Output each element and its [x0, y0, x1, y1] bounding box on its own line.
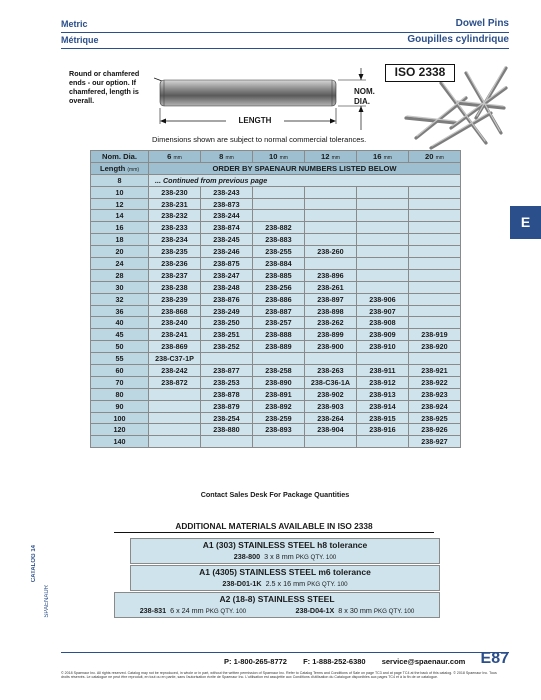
- part-number-cell: 238-239: [149, 293, 201, 305]
- part-number-cell: 238-232: [149, 210, 201, 222]
- length-cell: 70: [91, 376, 149, 388]
- length-cell: 10: [91, 186, 149, 198]
- part-number-cell: 238-874: [201, 222, 253, 234]
- part-number-cell: 238-910: [357, 341, 409, 353]
- part-number-cell: 238-909: [357, 329, 409, 341]
- table-row: [91, 329, 461, 341]
- part-number-cell: [409, 317, 461, 329]
- part-number-cell: 238-907: [357, 305, 409, 317]
- part-number-cell: 238-899: [305, 329, 357, 341]
- part-number-cell: 238-868: [149, 305, 201, 317]
- part-number-cell: [357, 210, 409, 222]
- part-number-cell: [357, 353, 409, 365]
- part-number-cell: [357, 234, 409, 246]
- part-number-cell: [409, 281, 461, 293]
- part-number-cell: [409, 293, 461, 305]
- table-row: [91, 317, 461, 329]
- table-row: [91, 269, 461, 281]
- part-number-cell: 238-231: [149, 198, 201, 210]
- part-number-cell: [305, 436, 357, 448]
- table-row: [91, 293, 461, 305]
- part-number-cell: 238-244: [201, 210, 253, 222]
- part-number-cell: 238-246: [201, 246, 253, 258]
- length-cell: 32: [91, 293, 149, 305]
- part-number-cell: 238-888: [253, 329, 305, 341]
- part-number-cell: [149, 400, 201, 412]
- part-number-cell: [357, 281, 409, 293]
- length-cell: 120: [91, 424, 149, 436]
- part-number-cell: 238-915: [357, 412, 409, 424]
- part-number-cell: 238-911: [357, 365, 409, 377]
- table-row: [91, 234, 461, 246]
- part-number-cell: 238-252: [201, 341, 253, 353]
- iso-standard-badge: ISO 2338: [385, 64, 455, 82]
- part-number-cell: [305, 234, 357, 246]
- part-number-cell: 238-925: [409, 412, 461, 424]
- length-cell: 55: [91, 353, 149, 365]
- length-cell: 30: [91, 281, 149, 293]
- part-number-cell: [305, 198, 357, 210]
- table-row: [91, 198, 461, 210]
- part-number-cell: 238-251: [201, 329, 253, 341]
- part-number-cell: 238-237: [149, 269, 201, 281]
- part-number-cell: 238-235: [149, 246, 201, 258]
- diameter-header: 20 mm: [409, 151, 461, 163]
- part-number-cell: 238-919: [409, 329, 461, 341]
- part-number-cell: [305, 353, 357, 365]
- length-cell: 24: [91, 258, 149, 270]
- part-number-cell: [305, 222, 357, 234]
- part-number-cell: 238-248: [201, 281, 253, 293]
- part-number-cell: 238-903: [305, 400, 357, 412]
- length-cell: 50: [91, 341, 149, 353]
- table-row: [91, 281, 461, 293]
- length-cell: 60: [91, 365, 149, 377]
- material-row: 238-D01-1K 2.5 x 16 mm PKG QTY. 100: [222, 579, 348, 588]
- part-number-cell: 238-877: [201, 365, 253, 377]
- table-row: [91, 174, 461, 186]
- part-number-cell: 238-257: [253, 317, 305, 329]
- part-number-cell: 238-236: [149, 258, 201, 270]
- dowel-pin-table: [90, 150, 461, 448]
- part-number-cell: 238-891: [253, 388, 305, 400]
- fax-number: F: 1-888-252-6380: [303, 657, 366, 666]
- part-number-cell: 238-885: [253, 269, 305, 281]
- header-title-en: Dowel Pins: [455, 18, 509, 29]
- part-number-cell: [409, 258, 461, 270]
- part-number-cell: 238-234: [149, 234, 201, 246]
- material-title: A1 (4305) STAINLESS STEEL m6 tolerance: [199, 567, 371, 577]
- side-catalog-label: CATALOG 14: [31, 545, 37, 583]
- order-header: ORDER BY SPAENAUR NUMBERS LISTED BELOW: [149, 162, 461, 174]
- part-number-cell: 238-258: [253, 365, 305, 377]
- part-number-cell: [409, 198, 461, 210]
- part-number-cell: 238-879: [201, 400, 253, 412]
- part-number-cell: 238-887: [253, 305, 305, 317]
- part-number-cell: 238-250: [201, 317, 253, 329]
- part-number-cell: 238-927: [409, 436, 461, 448]
- part-number-cell: [409, 353, 461, 365]
- length-cell: 40: [91, 317, 149, 329]
- diagram-note: Round or chamfered ends - our option. If chamfered, length is overall.: [69, 69, 140, 105]
- length-label: LENGTH: [226, 116, 284, 125]
- part-number-cell: 238-245: [201, 234, 253, 246]
- part-number-cell: 238-893: [253, 424, 305, 436]
- part-number-cell: 238-869: [149, 341, 201, 353]
- part-number-cell: 238-898: [305, 305, 357, 317]
- diameter-header: 8 mm: [201, 151, 253, 163]
- part-number-cell: 238-900: [305, 341, 357, 353]
- part-number-cell: 238-264: [305, 412, 357, 424]
- part-number-cell: [149, 412, 201, 424]
- part-number-cell: 238-262: [305, 317, 357, 329]
- part-number-cell: [253, 436, 305, 448]
- part-number-cell: [253, 186, 305, 198]
- part-number-cell: [149, 436, 201, 448]
- part-number-cell: [409, 186, 461, 198]
- table-row: [91, 222, 461, 234]
- part-number-cell: 238-884: [253, 258, 305, 270]
- part-number-cell: 238-889: [253, 341, 305, 353]
- part-number-cell: 238-892: [253, 400, 305, 412]
- part-number-cell: 238-916: [357, 424, 409, 436]
- part-number-cell: 238-254: [201, 412, 253, 424]
- length-cell: 20: [91, 246, 149, 258]
- part-number-cell: 238-259: [253, 412, 305, 424]
- length-cell: 28: [91, 269, 149, 281]
- length-cell: 8: [91, 174, 149, 186]
- part-number-cell: [409, 210, 461, 222]
- part-number-cell: [357, 436, 409, 448]
- part-number-cell: 238-253: [201, 376, 253, 388]
- part-number-cell: 238-872: [149, 376, 201, 388]
- table-row: [91, 412, 461, 424]
- part-number-cell: [357, 246, 409, 258]
- length-cell: 12: [91, 198, 149, 210]
- part-number-cell: 238-883: [253, 234, 305, 246]
- material-block-a1-303: [130, 538, 440, 564]
- diameter-header-row: [91, 151, 461, 163]
- dia-label: DIA.: [354, 97, 370, 106]
- part-number-cell: 238-876: [201, 293, 253, 305]
- part-number-cell: [201, 436, 253, 448]
- part-number-cell: [357, 222, 409, 234]
- part-number-cell: [357, 258, 409, 270]
- part-number-cell: 238-242: [149, 365, 201, 377]
- part-number-cell: 238-890: [253, 376, 305, 388]
- part-number-cell: [305, 210, 357, 222]
- table-row: [91, 376, 461, 388]
- part-number-cell: 238-243: [201, 186, 253, 198]
- diameter-header: 10 mm: [253, 151, 305, 163]
- material-block-a2: [114, 592, 440, 618]
- part-number-cell: 238-912: [357, 376, 409, 388]
- table-row: [91, 436, 461, 448]
- part-number-cell: [409, 222, 461, 234]
- part-number-cell: 238-904: [305, 424, 357, 436]
- footer-contacts: [224, 657, 479, 666]
- part-number-cell: 238-873: [201, 198, 253, 210]
- material-row: 238-831 6 x 24 mm PKG QTY. 100 238-D04-1X 8 x 30 mm PKG QTY. 100: [139, 606, 415, 615]
- part-number-cell: 238-913: [357, 388, 409, 400]
- tolerance-disclaimer: Dimensions shown are subject to normal commercial tolerances.: [152, 135, 367, 144]
- length-cell: 16: [91, 222, 149, 234]
- part-number-cell: [305, 258, 357, 270]
- material-row: 238-800 3 x 8 mm PKG QTY. 100: [233, 552, 337, 561]
- part-number-cell: [409, 305, 461, 317]
- material-title: A1 (303) STAINLESS STEEL h8 tolerance: [202, 540, 368, 550]
- length-cell: 100: [91, 412, 149, 424]
- table-row: [91, 210, 461, 222]
- part-number-cell: 238-922: [409, 376, 461, 388]
- header-divider: [61, 32, 509, 33]
- email-address[interactable]: service@spaenaur.com: [381, 657, 466, 666]
- part-number-cell: 238-914: [357, 400, 409, 412]
- part-number-cell: 238-921: [409, 365, 461, 377]
- page-number: E87: [480, 650, 509, 667]
- table-row: [91, 424, 461, 436]
- material-block-a1-4305: [130, 565, 440, 591]
- part-number-cell: 238-C37-1P: [149, 353, 201, 365]
- part-number-cell: [357, 186, 409, 198]
- part-number-cell: 238-880: [201, 424, 253, 436]
- diameter-header: 16 mm: [357, 151, 409, 163]
- diameter-header: 12 mm: [305, 151, 357, 163]
- part-number-cell: [409, 234, 461, 246]
- part-number-cell: 238-256: [253, 281, 305, 293]
- table-row: [91, 400, 461, 412]
- part-number-cell: [149, 424, 201, 436]
- length-cell: 45: [91, 329, 149, 341]
- table-row: [91, 258, 461, 270]
- part-number-cell: [409, 246, 461, 258]
- part-number-cell: [149, 388, 201, 400]
- section-tab-e[interactable]: E: [510, 206, 541, 239]
- part-number-cell: 238-920: [409, 341, 461, 353]
- part-number-cell: 238-926: [409, 424, 461, 436]
- material-title: A2 (18-8) STAINLESS STEEL: [219, 594, 335, 604]
- part-number-cell: [253, 353, 305, 365]
- part-number-cell: 238-896: [305, 269, 357, 281]
- part-number-cell: [253, 198, 305, 210]
- order-header-row: [91, 162, 461, 174]
- footer-divider: [61, 652, 509, 653]
- table-row: [91, 246, 461, 258]
- part-number-cell: 238-233: [149, 222, 201, 234]
- length-cell: 36: [91, 305, 149, 317]
- additional-materials-title: ADDITIONAL MATERIALS AVAILABLE IN ISO 2338: [175, 521, 373, 531]
- part-number-cell: 238-240: [149, 317, 201, 329]
- contact-sales-note: Contact Sales Desk For Package Quantities: [200, 490, 350, 499]
- additional-title-underline: [114, 532, 434, 533]
- part-number-cell: [305, 186, 357, 198]
- length-header: Length (mm): [91, 162, 149, 174]
- part-number-cell: 238-882: [253, 222, 305, 234]
- part-number-cell: 238-255: [253, 246, 305, 258]
- part-number-cell: 238-923: [409, 388, 461, 400]
- part-number-cell: 238-924: [409, 400, 461, 412]
- part-number-cell: 238-878: [201, 388, 253, 400]
- header-metric-fr: Métrique: [61, 35, 99, 45]
- part-number-cell: 238-875: [201, 258, 253, 270]
- part-number-cell: [357, 269, 409, 281]
- length-cell: 80: [91, 388, 149, 400]
- diameter-header: 6 mm: [149, 151, 201, 163]
- part-number-cell: 238-241: [149, 329, 201, 341]
- part-number-cell: 238-886: [253, 293, 305, 305]
- header-metric-en: Metric: [61, 19, 88, 29]
- part-number-cell: 238-238: [149, 281, 201, 293]
- copyright-fine-print: © 2018 Spaenaur Inc. All rights reserved. Catalog may not be reproduced, in whole or in part, without the written permission of Spaenaur Inc. Refer to Catalog Terms and Conditions of Sale on page TC3 and at page TC4 at the back of this catalog. © 2018 Spaenaur Inc. Tous droits réservés. Le catalogue ne peut être reproduit, en tout ou en partie, sans l'autorisation écrite de Spaenaur Inc. L'utilisation est assujettie aux Conditions d'utilisation du Catalogue disponibles aux pages TC4 et à la fin de ce catalogue.: [61, 671, 497, 680]
- phone-number: P: 1-800-265-8772: [224, 657, 287, 666]
- length-cell: 14: [91, 210, 149, 222]
- part-number-cell: 238-906: [357, 293, 409, 305]
- part-number-cell: 238-C36-1A: [305, 376, 357, 388]
- header-divider: [61, 48, 509, 49]
- continued-note: ... Continued from previous page: [149, 174, 461, 186]
- table-row: [91, 186, 461, 198]
- part-number-cell: 238-261: [305, 281, 357, 293]
- table-row: [91, 341, 461, 353]
- part-number-cell: 238-230: [149, 186, 201, 198]
- part-number-cell: [357, 198, 409, 210]
- length-cell: 140: [91, 436, 149, 448]
- part-number-cell: 238-260: [305, 246, 357, 258]
- table-row: [91, 365, 461, 377]
- nom-dia-label: [354, 87, 375, 107]
- part-number-cell: [253, 210, 305, 222]
- table-row: [91, 353, 461, 365]
- part-number-cell: 238-908: [357, 317, 409, 329]
- part-number-cell: [409, 269, 461, 281]
- nom-label: NOM.: [354, 87, 375, 96]
- part-number-cell: 238-249: [201, 305, 253, 317]
- part-number-cell: 238-902: [305, 388, 357, 400]
- length-cell: 18: [91, 234, 149, 246]
- table-row: [91, 388, 461, 400]
- part-number-cell: 238-897: [305, 293, 357, 305]
- nom-dia-header: Nom. Dia.: [91, 151, 149, 163]
- length-cell: 90: [91, 400, 149, 412]
- side-brand-label: SPAENAUR: [44, 585, 50, 618]
- part-number-cell: 238-263: [305, 365, 357, 377]
- table-row: [91, 305, 461, 317]
- header-title-fr: Goupilles cylindrique: [407, 34, 509, 45]
- part-number-cell: [201, 353, 253, 365]
- part-number-cell: 238-247: [201, 269, 253, 281]
